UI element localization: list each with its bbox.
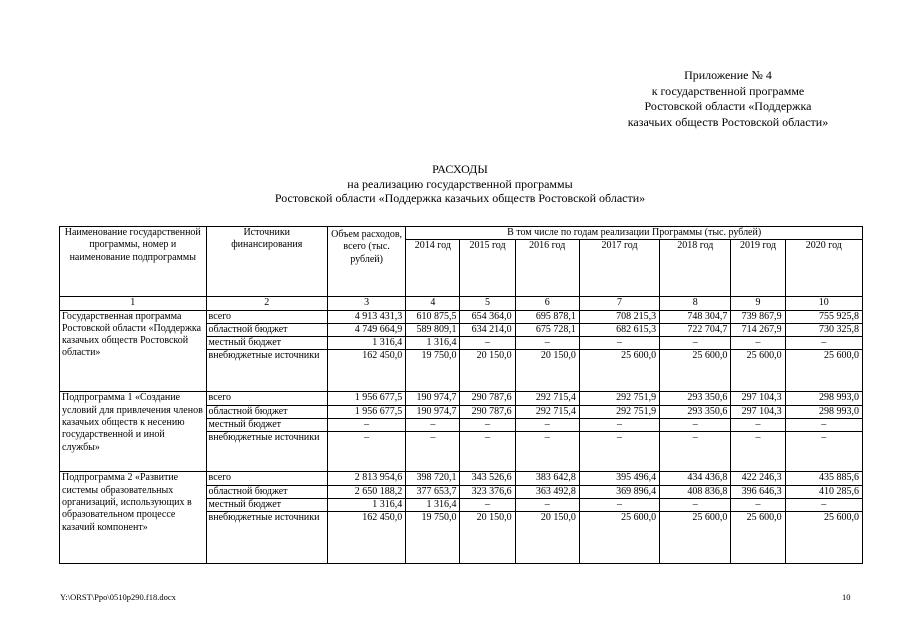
- value-cell: 589 809,1: [406, 323, 460, 336]
- value-cell: 297 104,3: [731, 405, 785, 418]
- value-cell: –: [660, 337, 731, 350]
- index-cell: 7: [579, 297, 659, 310]
- value-cell: –: [460, 337, 515, 350]
- value-cell: 675 728,1: [515, 323, 579, 336]
- program-name-cell: Подпрограмма 1 «Создание условий для привлечения членов казачьих обществ к несению государственной и иной службы»: [60, 392, 207, 472]
- value-cell: –: [731, 432, 785, 472]
- expenditure-table: [59, 226, 863, 564]
- value-cell: 610 875,5: [406, 310, 460, 323]
- value-cell: 695 878,1: [515, 310, 579, 323]
- value-cell: 1 956 677,5: [327, 405, 405, 418]
- value-cell: –: [579, 337, 659, 350]
- value-cell: 4 913 431,3: [327, 310, 405, 323]
- value-cell: 19 750,0: [406, 350, 460, 392]
- index-cell: 4: [406, 297, 460, 310]
- annex-line: Ростовской области «Поддержка: [644, 99, 812, 113]
- value-cell: –: [460, 498, 515, 511]
- funding-source-cell: всего: [206, 472, 327, 485]
- index-cell: 10: [785, 297, 862, 310]
- header-total: Объем расходов, всего (тыс. рублей): [327, 227, 405, 297]
- value-cell: –: [515, 419, 579, 432]
- value-cell: 748 304,7: [660, 310, 731, 323]
- value-cell: –: [731, 337, 785, 350]
- value-cell: 722 704,7: [660, 323, 731, 336]
- value-cell: 395 496,4: [579, 472, 659, 485]
- value-cell: 20 150,0: [460, 350, 515, 392]
- header-year: 2014 год: [406, 240, 460, 297]
- value-cell: –: [406, 419, 460, 432]
- value-cell: 383 642,8: [515, 472, 579, 485]
- header-year: 2018 год: [660, 240, 731, 297]
- value-cell: 434 436,8: [660, 472, 731, 485]
- funding-source-cell: местный бюджет: [206, 498, 327, 511]
- value-cell: –: [785, 498, 862, 511]
- index-cell: 5: [460, 297, 515, 310]
- value-cell: 435 885,6: [785, 472, 862, 485]
- value-cell: –: [460, 432, 515, 472]
- value-cell: 25 600,0: [579, 350, 659, 392]
- annex-line: казачьих обществ Ростовской области»: [627, 114, 829, 129]
- value-cell: 290 787,6: [460, 405, 515, 418]
- value-cell: 708 215,3: [579, 310, 659, 323]
- value-cell: 323 376,6: [460, 485, 515, 498]
- value-cell: –: [515, 337, 579, 350]
- value-cell: 396 646,3: [731, 485, 785, 498]
- funding-source-cell: всего: [206, 310, 327, 323]
- header-year: 2020 год: [785, 240, 862, 297]
- value-cell: 1 316,4: [406, 498, 460, 511]
- document-title: [150, 162, 770, 206]
- value-cell: 25 600,0: [731, 512, 785, 564]
- value-cell: –: [406, 432, 460, 472]
- value-cell: 25 600,0: [660, 512, 731, 564]
- title-line: Ростовской области «Поддержка казачьих обществ Ростовской области»: [274, 191, 646, 205]
- value-cell: –: [785, 419, 862, 432]
- header-year: 2015 год: [460, 240, 515, 297]
- value-cell: 292 715,4: [515, 405, 579, 418]
- value-cell: 25 600,0: [660, 350, 731, 392]
- value-cell: 25 600,0: [785, 350, 862, 392]
- value-cell: 398 720,1: [406, 472, 460, 485]
- value-cell: –: [660, 498, 731, 511]
- value-cell: 755 925,8: [785, 310, 862, 323]
- value-cell: 1 316,4: [327, 337, 405, 350]
- funding-source-cell: областной бюджет: [206, 485, 327, 498]
- value-cell: 297 104,3: [731, 392, 785, 405]
- index-cell: 2: [206, 297, 327, 310]
- header-source: Источники финансирования: [206, 227, 327, 297]
- value-cell: 410 285,6: [785, 485, 862, 498]
- funding-source-cell: внебюджетные источники: [206, 512, 327, 564]
- value-cell: 343 526,6: [460, 472, 515, 485]
- value-cell: 20 150,0: [460, 512, 515, 564]
- index-cell: 9: [731, 297, 785, 310]
- funding-source-cell: местный бюджет: [206, 337, 327, 350]
- value-cell: –: [579, 419, 659, 432]
- value-cell: 20 150,0: [515, 512, 579, 564]
- table-row: [60, 310, 863, 323]
- index-cell: 1: [60, 297, 207, 310]
- index-cell: 3: [327, 297, 405, 310]
- funding-source-cell: внебюджетные источники: [206, 432, 327, 472]
- value-cell: 634 214,0: [460, 323, 515, 336]
- index-row: [60, 297, 863, 310]
- value-cell: –: [327, 432, 405, 472]
- value-cell: 25 600,0: [785, 512, 862, 564]
- value-cell: 363 492,8: [515, 485, 579, 498]
- value-cell: 290 787,6: [460, 392, 515, 405]
- value-cell: 422 246,3: [731, 472, 785, 485]
- value-cell: 190 974,7: [406, 405, 460, 418]
- index-cell: 6: [515, 297, 579, 310]
- value-cell: 1 316,4: [406, 337, 460, 350]
- value-cell: 298 993,0: [785, 392, 862, 405]
- value-cell: 298 993,0: [785, 405, 862, 418]
- value-cell: 25 600,0: [731, 350, 785, 392]
- funding-source-cell: областной бюджет: [206, 405, 327, 418]
- value-cell: 20 150,0: [515, 350, 579, 392]
- annex-header: [580, 68, 876, 130]
- value-cell: –: [515, 498, 579, 511]
- program-name-cell: Государственная программа Ростовской области «Поддержка казачьих обществ Ростовской области»: [60, 310, 207, 392]
- value-cell: 19 750,0: [406, 512, 460, 564]
- value-cell: –: [660, 432, 731, 472]
- annex-line: Приложение № 4: [684, 68, 772, 82]
- value-cell: –: [785, 432, 862, 472]
- value-cell: 293 350,6: [660, 405, 731, 418]
- title-line: на реализацию государственной программы: [347, 176, 573, 191]
- header-year: 2017 год: [579, 240, 659, 297]
- index-cell: 8: [660, 297, 731, 310]
- funding-source-cell: внебюджетные источники: [206, 350, 327, 392]
- value-cell: 292 751,9: [579, 405, 659, 418]
- value-cell: 292 715,4: [515, 392, 579, 405]
- table-row: [60, 472, 863, 485]
- value-cell: 1 956 677,5: [327, 392, 405, 405]
- value-cell: 190 974,7: [406, 392, 460, 405]
- header-year: 2016 год: [515, 240, 579, 297]
- value-cell: –: [515, 432, 579, 472]
- value-cell: –: [660, 419, 731, 432]
- value-cell: 682 615,3: [579, 323, 659, 336]
- value-cell: –: [785, 337, 862, 350]
- value-cell: 292 751,9: [579, 392, 659, 405]
- value-cell: –: [731, 419, 785, 432]
- title-line: РАСХОДЫ: [432, 162, 488, 176]
- value-cell: 293 350,6: [660, 392, 731, 405]
- header-year: 2019 год: [731, 240, 785, 297]
- value-cell: 162 450,0: [327, 512, 405, 564]
- value-cell: 369 896,4: [579, 485, 659, 498]
- value-cell: –: [579, 498, 659, 511]
- program-name-cell: Подпрограмма 2 «Развитие системы образовательных организаций, использующих в образовательном процессе казачий компонент»: [60, 472, 207, 564]
- value-cell: 1 316,4: [327, 498, 405, 511]
- value-cell: 654 364,0: [460, 310, 515, 323]
- header-by-year: В том числе по годам реализации Программы (тыс. рублей): [406, 227, 863, 240]
- funding-source-cell: всего: [206, 392, 327, 405]
- value-cell: 714 267,9: [731, 323, 785, 336]
- value-cell: –: [731, 498, 785, 511]
- table-row: [60, 392, 863, 405]
- value-cell: 2 650 188,2: [327, 485, 405, 498]
- value-cell: 4 749 664,9: [327, 323, 405, 336]
- value-cell: 739 867,9: [731, 310, 785, 323]
- value-cell: 162 450,0: [327, 350, 405, 392]
- table-body: [60, 297, 863, 564]
- value-cell: –: [460, 419, 515, 432]
- value-cell: 408 836,8: [660, 485, 731, 498]
- footer-file-path: Y:\ORST\Ppo\0510p290.f18.docx: [60, 592, 176, 602]
- value-cell: 2 813 954,6: [327, 472, 405, 485]
- funding-source-cell: местный бюджет: [206, 419, 327, 432]
- footer-page-number: 10: [842, 592, 851, 602]
- header-name: Наименование государственной программы, номер и наименование подпрограммы: [60, 227, 207, 297]
- value-cell: –: [327, 419, 405, 432]
- value-cell: 25 600,0: [579, 512, 659, 564]
- value-cell: –: [579, 432, 659, 472]
- value-cell: 377 653,7: [406, 485, 460, 498]
- annex-line: к государственной программе: [651, 83, 805, 98]
- value-cell: 730 325,8: [785, 323, 862, 336]
- funding-source-cell: областной бюджет: [206, 323, 327, 336]
